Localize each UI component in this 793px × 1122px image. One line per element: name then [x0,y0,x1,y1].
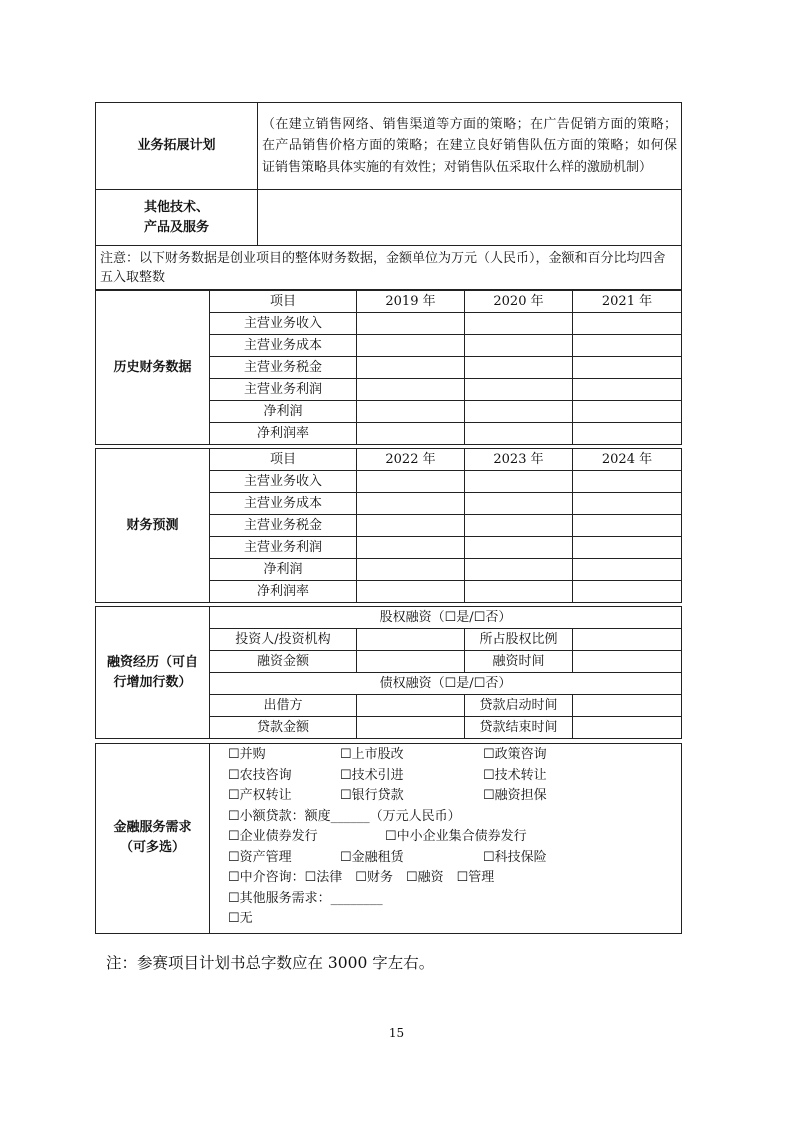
service-label: 金融服务需求 （可多选） [96,744,210,934]
plan-table [95,102,682,290]
debt-financing-title[interactable]: 债权融资（☐是/☐否） [210,673,682,695]
table-cell[interactable] [573,559,682,581]
loan-end-value[interactable] [573,717,682,739]
option-guarantee-checkbox[interactable]: ☐融资担保 [483,788,547,803]
table-cell[interactable] [465,423,573,445]
table-cell[interactable] [465,471,573,493]
other-tech-value[interactable] [258,190,682,246]
financing-table [95,606,682,739]
table-cell[interactable] [465,335,573,357]
forecast-year: 2024 年 [573,449,682,471]
table-cell[interactable] [465,401,573,423]
option-corporate-bond-checkbox[interactable]: ☐企业债券发行 [228,829,318,844]
history-year: 2020 年 [465,291,573,313]
table-cell[interactable] [465,379,573,401]
page-number: 15 [388,1026,405,1040]
table-cell[interactable] [573,423,682,445]
table-cell[interactable] [357,379,465,401]
lender-value[interactable] [357,695,465,717]
table-cell[interactable] [465,313,573,335]
table-cell[interactable] [465,357,573,379]
history-header: 项目 [210,291,357,313]
equity-ratio-value[interactable] [573,629,682,651]
financial-notice: 注意：以下财务数据是创业项目的整体财务数据，金额单位为万元（人民币），金额和百分比均四舍五入取整数 [96,246,682,290]
table-cell[interactable] [357,357,465,379]
table-cell[interactable] [465,581,573,603]
table-cell[interactable] [573,401,682,423]
history-year: 2021 年 [573,291,682,313]
table-cell[interactable] [357,493,465,515]
service-options [210,744,682,934]
forecast-year: 2022 年 [357,449,465,471]
financing-amount-value[interactable] [357,651,465,673]
loan-start-value[interactable] [573,695,682,717]
loan-amount-label: 贷款金额 [210,717,357,739]
option-agritech-checkbox[interactable]: ☐农技咨询 [228,767,292,783]
option-ipo-checkbox[interactable]: ☐上市股改 [340,747,404,762]
option-property-transfer-checkbox[interactable]: ☐产权转让 [228,788,292,803]
loan-amount-value[interactable] [357,717,465,739]
table-cell[interactable] [573,313,682,335]
forecast-row-label: 净利润 [210,559,357,581]
option-merger-checkbox[interactable]: ☐并购 [228,747,266,762]
forecast-label: 财务预测 [96,449,210,603]
financing-amount-label: 融资金额 [210,651,357,673]
option-policy-checkbox[interactable]: ☐政策咨询 [483,747,547,762]
history-row-label: 主营业务收入 [210,313,357,335]
table-cell[interactable] [357,559,465,581]
equity-ratio-label: 所占股权比例 [465,629,573,651]
table-cell[interactable] [357,471,465,493]
financing-time-value[interactable] [573,651,682,673]
option-bank-loan-checkbox[interactable]: ☐银行贷款 [340,788,404,803]
table-cell[interactable] [357,515,465,537]
service-table [95,743,682,934]
forecast-row-label: 净利润率 [210,581,357,603]
history-row-label: 主营业务税金 [210,357,357,379]
option-leasing-checkbox[interactable]: ☐金融租赁 [340,849,404,865]
option-tech-insurance-checkbox[interactable]: ☐科技保险 [483,849,547,865]
table-cell[interactable] [573,471,682,493]
investor-value[interactable] [357,629,465,651]
option-tech-import-checkbox[interactable]: ☐技术引进 [340,767,404,783]
business-plan-label: 业务拓展计划 [96,103,258,190]
equity-financing-title[interactable]: 股权融资（☐是/☐否） [210,607,682,629]
table-cell[interactable] [573,335,682,357]
table-cell[interactable] [465,515,573,537]
table-cell[interactable] [357,537,465,559]
forecast-year: 2023 年 [465,449,573,471]
option-tech-transfer-checkbox[interactable]: ☐技术转让 [483,767,547,783]
other-tech-label: 其他技术、 产品及服务 [96,190,258,246]
table-cell[interactable] [357,313,465,335]
forecast-row-label: 主营业务收入 [210,471,357,493]
forecast-table [95,448,682,603]
history-year: 2019 年 [357,291,465,313]
option-asset-mgmt-checkbox[interactable]: ☐资产管理 [228,849,292,865]
table-cell[interactable] [573,537,682,559]
history-row-label: 主营业务利润 [210,379,357,401]
history-table [95,290,682,445]
table-cell[interactable] [573,379,682,401]
investor-label: 投资人/投资机构 [210,629,357,651]
table-cell[interactable] [357,423,465,445]
forecast-row-label: 主营业务利润 [210,537,357,559]
table-cell[interactable] [465,493,573,515]
table-cell[interactable] [465,559,573,581]
option-none-checkbox[interactable]: ☐无 [228,911,253,926]
table-cell[interactable] [357,581,465,603]
table-cell[interactable] [573,493,682,515]
option-intermediary-checkbox[interactable]: ☐中介咨询：☐法律 ☐财务 ☐融资 ☐管理 [228,870,495,885]
forecast-row-label: 主营业务税金 [210,515,357,537]
table-cell[interactable] [357,335,465,357]
forecast-row-label: 主营业务成本 [210,493,357,515]
forecast-header: 项目 [210,449,357,471]
table-cell[interactable] [465,537,573,559]
history-row-label: 净利润 [210,401,357,423]
option-other-needs-checkbox[interactable]: ☐其他服务需求：________ [228,890,383,906]
table-cell[interactable] [573,357,682,379]
financing-label: 融资经历（可自 行增加行数） [96,607,210,739]
history-row-label: 净利润率 [210,423,357,445]
loan-end-label: 贷款结束时间 [465,717,573,739]
table-cell[interactable] [573,515,682,537]
business-plan-text: （在建立销售网络、销售渠道等方面的策略；在广告促销方面的策略；在产品销售价格方面的策略；在建立良好销售队伍方面的策略；如何保证销售策略具体实施的有效性；对销售队伍采取什么样的激励机制） [258,103,682,190]
option-microloan-checkbox[interactable]: ☐小额贷款：额度______（万元人民币） [228,808,461,824]
loan-start-label: 贷款启动时间 [465,695,573,717]
history-row-label: 主营业务成本 [210,335,357,357]
table-cell[interactable] [573,581,682,603]
option-sme-bond-checkbox[interactable]: ☐中小企业集合债券发行 [385,829,527,844]
history-label: 历史财务数据 [96,291,210,445]
word-count-note: 注：参赛项目计划书总字数应在 3000 字左右。 [106,954,435,972]
financing-time-label: 融资时间 [465,651,573,673]
table-cell[interactable] [357,401,465,423]
lender-label: 出借方 [210,695,357,717]
